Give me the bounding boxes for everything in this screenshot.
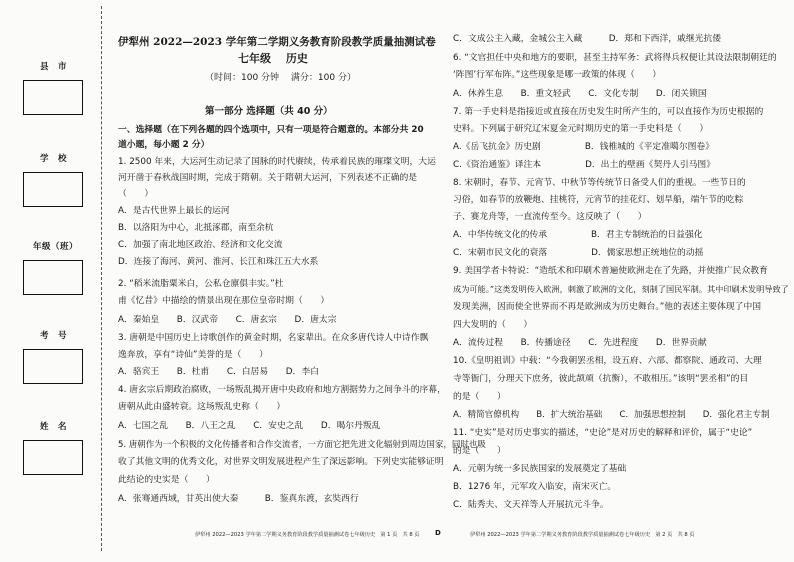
question-text: ‘阵图’行军布阵。”这些现象是哪一政策的体现（ ） (453, 70, 662, 80)
option-line: A．中华传统文化的传承 B．君主专制统治的日益强化 (453, 230, 703, 240)
question-text: 3. 唐朝是中国历史上诗歌创作的黄金时期，名家辈出。在众多唐代诗人中诗作飘 (118, 333, 429, 343)
question-text: （ ） (118, 189, 154, 199)
binding-margin (0, 0, 100, 562)
page-footer-right: 伊犁州 2022—2023 学年第二学期义务教育阶段教学质量抽测试卷七年级历史 第 2 页 共 8 页 (470, 532, 695, 538)
question-text: 4. 唐玄宗后期政治腐败，一场叛乱揭开唐中央政府和地方割据势力之间争斗的序幕， (118, 385, 446, 395)
name-field[interactable] (23, 440, 83, 475)
school-field[interactable] (23, 172, 83, 207)
question-text: 子、赛龙舟等，一直流传至今。这反映了（ ） (453, 212, 647, 222)
option-line: A．流传过程 B．传播途径 C．先进程度 D．世界贡献 (453, 338, 707, 348)
question-text: 5. 唐朝作为一个积极的文化传播者和合作交流者，一方面它把先进文化辐射到周边国家，同时也吸 (118, 440, 486, 450)
school-label: 学 校 (40, 154, 68, 164)
question-text: 1. 2500 年来，大运河生动记录了国脉的时代赓续，传承着民族的璀璨文明，大运 (118, 157, 436, 167)
option-line: A．张骞通西域，甘英出使大秦 B．鉴真东渡，玄奘西行 (118, 494, 359, 504)
binding-line (101, 6, 102, 551)
grade-subject: 七年级 历史 (238, 52, 308, 65)
center-mark: D (435, 529, 441, 537)
question-text: 习俗，如春节的放鞭炮、挂桃符，元宵节的挂花灯、划旱船，端午节的吃粽 (453, 195, 744, 205)
option-line: A.《岳飞抗金》历史剧 B．钱椎城的《平定准噶尔图卷》 (453, 142, 715, 152)
question-text: 发现美洲，因而使全世界而不再是欧洲成为历史舞台。”他的表述主要体现了中国 (453, 302, 762, 312)
question-text: 史料。下列属于研究辽宋夏金元时期历史的第一手史料是（ ） (453, 124, 709, 134)
option-line: A．七国之乱 B．八王之乱 C．安史之乱 D．喝尔丹叛乱 (118, 421, 381, 431)
option-line: A．秦始皇 B．汉武帝 C．唐玄宗 D．唐太宗 (118, 315, 337, 325)
county-field[interactable] (23, 80, 83, 115)
question-text: 此结论的史实是（ ） (118, 475, 215, 485)
exam-number-field[interactable] (23, 349, 83, 384)
option-line: C.《资治通鉴》译注本 D．出土的壁画《契丹人引马图》 (453, 160, 716, 170)
option-line: C．加强了南北地区政治、经济和文化交流 (118, 240, 283, 250)
section-intro: 一、选择题（在下列各题的四个选项中，只有一项是符合题意的。本部分共 20 (118, 125, 424, 135)
question-text: 河开凿于春秋战国时期，完成于隋朝。关于隋朝大运河，下列表述不正确的是 (118, 173, 418, 183)
question-text: 的是（ ） (453, 392, 506, 402)
question-text: 收了其他文明的优秀文化，对世界文明发展进程产生了深远影响。下列史实能够证明 (118, 457, 444, 467)
name-label: 姓 名 (40, 422, 68, 432)
section-intro: 道小题，每小题 2 分） (118, 140, 210, 150)
question-text: 2. “稻米流脂粟米白，公私仓廪俱丰实。”杜 (118, 279, 284, 289)
option-line: A．休养生息 B．重文轻武 C．文化专制 D．闭关锁国 (453, 89, 707, 99)
option-line: C．宋朝市民文化的衰落 D．儒家思想正统地位的动摇 (453, 248, 704, 258)
option-line: B．以洛阳为中心，北抵涿郡，南至余杭 (118, 223, 274, 233)
option-line: A．精简官僚机构 B．扩大统治基础 C．加强思想控制 D．强化君主专制 (453, 410, 770, 420)
option-line: A．元朝为统一多民族国家的发展奠定了基础 (453, 464, 627, 474)
exam-meta: （时间：100 分钟 满分：100 分） (205, 73, 356, 83)
question-text: 6. “文官担任中央和地方的要职，甚至主持军务：武将得兵权便让其设法限制朝廷的 (453, 53, 777, 63)
question-text: 10.《皇明祖训》中载：“今我朝罢丞相，设五府、六部、都察院、通政司、大理 (453, 356, 762, 366)
exam-title: 伊犁州 2022—2023 学年第二学期义务教育阶段教学质量抽测试卷 (118, 36, 436, 48)
question-text: 逸奔放，享有“诗仙”美誉的是（ ） (118, 350, 268, 360)
class-label: 年级（班） (33, 242, 79, 252)
question-text: 8. 宋朝时，春节、元宵节、中秋节等传统节日备受人们的重视。一些节日的 (453, 178, 746, 188)
option-line: A．骆宾王 B．杜甫 C．白居易 D．李白 (118, 367, 319, 377)
question-text: 7. 第一手史料是指接近或直接在历史发生时所产生的，可以直接作为历史根据的 (453, 107, 764, 117)
question-text: 9. 美国学者卡特说：“造纸术和印刷术普遍使欧洲走在了先路，并使推广民众教育 (453, 266, 768, 276)
class-field[interactable] (23, 260, 83, 295)
option-line: C．文成公主入藏，金城公主入藏 D．郑和下西洋，戚继光抗倭 (453, 34, 722, 44)
option-line: D．连接了海河、黄河、淮河、长江和珠江五大水系 (118, 257, 319, 267)
county-label: 县 市 (40, 62, 68, 72)
option-line: B．1276 年，元军攻入临安，南宋灭亡。 (453, 482, 617, 492)
option-line: A．是古代世界上最长的运河 (118, 206, 230, 216)
part-heading: 第一部分 选择题（共 40 分） (205, 106, 333, 117)
exam-number-label: 考 号 (40, 331, 68, 341)
question-text: 甫《忆昔》中描绘的情景出现在那位皇帝时期（ ） (118, 296, 330, 306)
question-text: 唐朝从此由盛转衰。这场叛乱史称（ ） (118, 402, 286, 412)
question-text: 11. “史实”是对历史事实的描述，“史论”是对历史的解释和评价，属于“史论” (453, 428, 753, 438)
question-text: 成为可能。”这类发明传入欧洲，刺激了欧洲的文化，刻制了国民军制。其中印刷术发明导致了 (453, 284, 789, 294)
question-text: 四大发明的（ ） (453, 320, 533, 330)
option-line: C．陆秀夫、文天祥等人开展抗元斗争。 (453, 500, 609, 510)
page-footer-left: 伊犁州 2022—2023 学年第二学期义务教育阶段教学质量抽测试卷七年级历史 第 1 页 共 8 页 (195, 532, 420, 538)
question-text: 的是（ ） (453, 446, 506, 456)
question-text: 寺等衙门，分理天下庶务，彼此颉颃（抗衡），不敢相压。”该明“罢丞相”的目 (453, 374, 749, 384)
